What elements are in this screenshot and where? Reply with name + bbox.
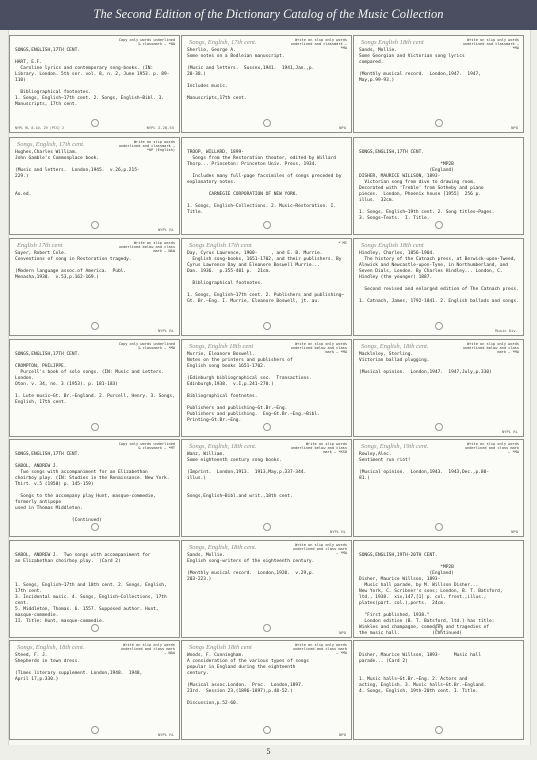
card-punch-hole <box>263 726 271 734</box>
catalog-card <box>181 339 352 437</box>
catalog-card <box>9 640 180 740</box>
card-punch-hole <box>435 119 443 127</box>
card-punch-hole <box>435 423 443 431</box>
card-copy-note: Copy only words underlined & classmark — *MA <box>118 342 175 351</box>
card-handwritten-heading: Songs, English, 18th cent. <box>361 343 429 350</box>
card-copy-note: Write on slip only words underlined and classmark — *MA <box>290 38 347 51</box>
card-punch-hole <box>263 221 271 229</box>
title-banner <box>0 0 537 30</box>
card-handwritten-heading: English 17th cent <box>17 242 63 249</box>
card-punch-hole <box>263 423 271 431</box>
card-punch-hole <box>435 523 443 531</box>
catalog-card <box>9 439 180 537</box>
card-punch-hole <box>435 221 443 229</box>
catalog-card <box>9 339 180 437</box>
card-handwritten-heading: Songs, English 18th cent <box>189 343 254 350</box>
card-copy-note: Write on slip words underlined below and class mark — *KSD <box>290 442 347 455</box>
card-body-text: Woods, F. Cunningham. A consideration of the various types of songs popular in England during the eighteenth century. (Musical assoc.London. Proc. London,1897. 23rd. Session 23,(1896-1897),p.48-52.) Discussion,p.52-60. <box>187 653 309 706</box>
card-copy-note: Write on slip only words underlined and class mark — *MA <box>464 442 519 455</box>
card-handwritten-heading: Songs, English, 18th cent. <box>189 544 257 551</box>
card-handwritten-heading: Songs, English, 18th cent. <box>17 644 85 651</box>
card-body-text: Sands, Mollie. Some Georgian and Victorian song lyrics compared. (Monthly musical record. London,1947. 1947, May,p.99-93.) <box>359 48 481 83</box>
card-footer-right: NPO <box>511 125 518 130</box>
card-footer-right: NPO <box>339 630 346 635</box>
card-punch-hole <box>263 119 271 127</box>
card-copy-note: Write on slip only words underlined and class mark — NAA <box>120 643 175 656</box>
card-punch-hole <box>91 221 99 229</box>
card-handwritten-heading: Songs English 18th cent <box>189 644 252 651</box>
card-punch-hole <box>263 322 271 330</box>
card-copy-note: Copy only words underlined & classmark — *NA <box>118 38 175 47</box>
catalog-card <box>181 35 352 133</box>
card-body-text: SABOL, ANDREW J. Two songs with accompaniment for an Elizabethan choirboy play. (Card 2) 1. Songs, English—17th and 18th cent. 2. Songs, English, 17th cent. 3. Incidental music. 4. Songs, English—Collections, 17th cent. 5. Middleton, Thomas. 6. 1557. Supposed author. Hunt, masque-commedie. II. Title: Hunt, masque-commedie. <box>15 553 167 624</box>
card-punch-hole <box>91 523 99 531</box>
card-body-text: SONGS,ENGLISH,17TH CENT. SABOL, ANDREW J. Two songs with accompaniment for an Elizabethan choirboy play. (IN: Studies in the Renaissance. New York. Thirt. v.5 (1958) p. 145-159) Songs to the accompany play Hunt, masque-commedie, formerly antipope used in Thomas Middleton. (Continued) <box>15 452 170 523</box>
card-body-text: Disher, Maurice Willson, 1893- Music hall parade... (Card 2) 1. Music halls—Gt.Br.—Eng. 2. Actors and acting, English. 3. Music halls—Gt.Br.—England. 4. Songs, English, 19th-20th cent. I. Title. <box>359 653 487 694</box>
catalog-card <box>353 35 524 133</box>
card-body-text: Steed, F. J. Shepherds in town dress. (Times literary supplement. London,1948. 1948, April 17,p.330.) <box>15 653 143 682</box>
catalog-card <box>353 540 524 638</box>
card-punch-hole <box>91 726 99 734</box>
card-copy-note: Copy only words underlined & classmark — *MT <box>118 442 175 451</box>
card-footer-right: NPO <box>511 529 518 534</box>
card-footer-right: Music Div. <box>495 328 518 333</box>
catalog-card <box>353 439 524 537</box>
card-handwritten-heading: Songs, English, 18th cent. <box>189 443 257 450</box>
card-footer-right: NYPL RL <box>501 429 518 434</box>
catalog-card <box>181 238 352 336</box>
card-punch-hole <box>91 322 99 330</box>
card-body-text: Macklnley, Sterling. Victorian ballad plugging. (Musical opinion. London,1947. 1947,July,p.330) <box>359 352 492 375</box>
catalog-card <box>353 339 524 437</box>
card-handwritten-heading: Songs, English, 17th cent. <box>189 39 257 46</box>
card-body-text: SONGS,ENGLISH,17TH CENT. *MP2B (England) DISHER, MAURICE WILLSON, 1893- Victorian song from dive to drawing room. Decorated with 'Treble' from Sotheby and piano pieces. London, Phoenix house [1955] 256 p. illus. 32cm. 1. Songs, English—19th cent. 2. Song titles—Pages. 3. Songs—Texts. I. Title. <box>359 150 495 221</box>
catalog-card <box>9 238 180 336</box>
card-body-text: Hughes,Charles William. John Gamble's Commonplace book. (Music and letters. London,1945. v.26,p.215- 229.) Ao.ed. <box>15 150 140 197</box>
card-body-text: SONGS,ENGLISH,17TH CENT. CROMPTON, PHILIPPE. Purcell's book of solo songs. (IN: Music and Letters. London. Oton. v. 34, no. 3 (1953). p. 181-183) 1. Lute music—Gt. Br.—England. 2. Purcell, Henry. 3. Songs, English, 17th cent. <box>15 352 175 405</box>
card-copy-note: Write on slip words underlined below and class mark — NAA <box>118 241 175 254</box>
card-copy-note: * MC <box>338 241 347 245</box>
page-number: 5 <box>266 747 271 756</box>
card-copy-note: Write on slip only words underlined and class mark — *MA <box>292 643 347 656</box>
card-copy-note: Write on slip only words underlined below and class mark — *MA <box>462 342 519 355</box>
card-handwritten-heading: Songs English 18th cent <box>361 39 424 46</box>
card-footer-right: NYPL RL <box>157 328 174 333</box>
card-punch-hole <box>263 523 271 531</box>
card-body-text: Wanz, William. Some eighteenth century song books. (Imprint. London,1913. 1913,May,p.337-344. illus.) Songs,English—Bibl.and writ.,18th cent. <box>187 452 307 499</box>
card-body-text: TROOP, WILLARD, 1899- Songs from the Restoration theater, edited by Willard Thorp... Princeton: Princeton Univ. Press, 1934. Includes many full-page facsimiles of songs preceded by explanatory notes. CARNEGIE CORPORATION OF NEW YORK. 1. Songs, English—Collections. 2. Music—Restoration. I. Title. <box>187 150 342 215</box>
card-body-text: SONGS,ENGLISH,19TH-20TH CENT. *MP2B (England) Disher, Maurice Willson, 1893- Music hall parade, by M. Willson Disher... New York, C. Scribner's sons; London, B. T. Batsford, ltd., 1938. xiv,147,[1] p. col. front.,illus., plates(part. col.),ports. 24cm. "First published, 1938." London edition (B. T. Batsford, ltd.) has title: Winkles and champagne, comedies and tragedies of the music hall. (Continued) <box>359 553 503 636</box>
card-punch-hole <box>91 119 99 127</box>
card-footer-right: NYPL RL <box>157 227 174 232</box>
catalog-card <box>353 137 524 235</box>
card-punch-hole <box>435 322 443 330</box>
catalog-card <box>181 540 352 638</box>
catalog-card <box>181 439 352 537</box>
card-body-text: Sayer, Robert Cole. Conventions of song in Restoration tragedy. (Modern language assoc.of America. Publ. Menasha,1938. v.53,p.162-169.) <box>15 251 132 280</box>
card-body-text: SONGS,ENGLISH,17TH CENT. HART, E.F. Caroline lyrics and contemporary song-books. (IN: Library. London. 5th ser. vol. 8, n. 2, June 1953. p. 89-110) Bibliographical footnotes. 1. Songs, English—17th cent. 2. Songs, English—Bibl. 3. Manuscripts, 17th cent. <box>15 48 170 107</box>
card-footer-right: NPO <box>339 125 346 130</box>
card-copy-note: Write on slip only words underlined below and class mark — *MA <box>290 342 347 355</box>
card-body-text: Sands, Mollie. English song-writers of the eighteenth century. (Monthly musical record. London,1920. v.29,p. 203-223.) <box>187 553 315 582</box>
card-copy-note: Write on slip words underlined and classmark — *KP (English) <box>118 140 175 153</box>
card-body-text: Hindley, Charles, 1856-1904. The history of the Catnach press, at Berwick-upon-Tweed, Alnwick and Newcastle-upon-Tyne, in Northumberland, and Seven Dials, London. By Charles Hindley... London, C. Hindley (the younger) 1887. Second revised and enlarged edition of The Catnach press. 1. Catnach, James, 1792-1841. 2. English ballads and songs. <box>359 251 519 304</box>
card-handwritten-heading: Songs, English, 19th cent. <box>361 443 429 450</box>
card-footer-right: NYPL RL <box>329 529 346 534</box>
catalog-card <box>353 640 524 740</box>
catalog-card <box>181 640 352 740</box>
catalog-card <box>353 238 524 336</box>
card-footer-left: NYPL RL 8.10. 29 (PCS) 2 <box>15 126 64 130</box>
card-punch-hole <box>91 423 99 431</box>
card-copy-note: Write on slip only words underlined and classmark — *MA <box>462 38 519 51</box>
card-footer-right: NPO <box>339 732 346 737</box>
card-body-text: Sherlie, George A. Some notes on a Bodleian manuscript. (Music and letters. Sussex,1941. 1941,Jan.,p. 28-38.) Includes music. Manuscripts,17th cent. <box>187 48 315 101</box>
card-body-text: Rowley,Alec. Sentiment run riot! (Musical opinion. London,1943. 1943,Dec.,p.80- 81.) <box>359 452 490 481</box>
page-title: The Second Edition of the Dictionary Catalog of the Music Collection <box>93 7 444 21</box>
card-handwritten-heading: Songs English 17th cent <box>189 242 252 249</box>
card-handwritten-heading: Songs English 18th cent <box>361 242 424 249</box>
catalog-card <box>9 35 180 133</box>
card-body-text: Day, Cyrus Lawrence, 1900- , and E. B. Murrie. English song-books, 1651-1702, and their publishers. By Cyrus Lawrence Day and Eleanore Boswell Murrie... Dan. 1936. p.355-401 p. 21cm. Bibliographical footnotes. 1. Songs, English—17th cent. 2. Publishers and publishing— Gt. Br.—Eng. I. Murrie, Eleanore Boswell, jt. au. <box>187 251 345 304</box>
card-footer-right: NYPL 2-28-55 <box>146 125 174 130</box>
catalog-card <box>9 137 180 235</box>
catalog-card <box>9 540 180 638</box>
catalog-card <box>181 137 352 235</box>
card-punch-hole <box>263 624 271 632</box>
card-copy-note: Write on slip only words underlined and class mark — *MA <box>292 543 347 556</box>
card-handwritten-heading: Songs, English, 17th cent. <box>17 141 85 148</box>
card-footer-right: NYPL RL <box>157 732 174 737</box>
card-punch-hole <box>91 624 99 632</box>
card-punch-hole <box>435 726 443 734</box>
card-punch-hole <box>435 624 443 632</box>
card-body-text: Murrie, Eleanore Boswell. Notes on the printers and publishers of English song books 1651-1702. (Edinburgh bibliographical soc. Transactions. Edinburgh,1938. v.I,p.241-270.) Bibliographical footnotes. Publishers and publishing—Gt.Br.—Eng. Publishers and publishing. Eng—Gt.Br.—Eng.—Bibl. Printing—Gt.Br.—Eng. <box>187 352 320 423</box>
